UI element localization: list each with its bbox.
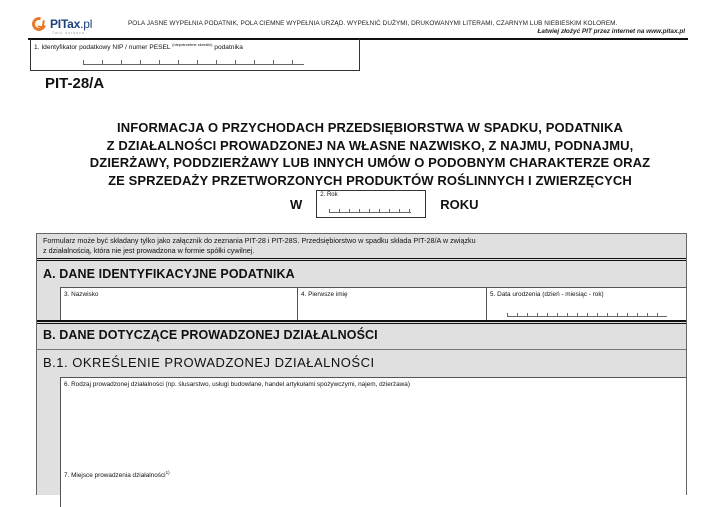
logo-text: [50, 17, 92, 31]
note-line: z działalnością, która nie jest prowadzona w formie spółki cywilnej.: [43, 246, 255, 255]
nip-label-end: podatnika: [214, 44, 243, 51]
business-location-label-text: 7. Miejsce prowadzenia działalności: [64, 472, 166, 480]
section-b1-heading: B.1. OKREŚLENIE PROWADZONEJ DZIAŁALNOŚCI: [43, 355, 375, 370]
business-type-label: 6. Rodzaj prowadzonej działalności (np. ślusarstwo, usługi budowlane, handel artykułami spożywczymi, najem, dzierżawa): [64, 381, 410, 388]
business-location-label: [64, 470, 170, 479]
title-line: DZIERŻAWY, PODDZIERŻAWY LUB INNYCH UMÓW O PODOBNYM CHARAKTERZE ORAZ: [89, 155, 651, 170]
section-b: [37, 325, 686, 350]
section-divider: [37, 320, 686, 324]
logo-tagline: Twój doradca: [52, 31, 85, 35]
footnote-ref: 1): [165, 470, 170, 475]
form-code: PIT-28/A: [45, 75, 105, 92]
form-note: [37, 234, 686, 261]
title-line: ZE SPRZEDAŻY PRZETWORZONYCH PRODUKTÓW ROŚLINNYCH I ZWIERZĘCYCH: [108, 172, 632, 188]
note-line: Formularz może być składany tylko jako załącznik do zeznania PIT-28 i PIT-28S. Przedsiębiorstwo w spadku składa PIT-28/A w związku: [43, 236, 476, 245]
birth-date-label: 5. Data urodzenia (dzień - miesiąc - rok): [490, 291, 604, 298]
pitax-logo-icon: [29, 14, 48, 33]
fill-instructions: POLA JASNE WYPEŁNIA PODATNIK, POLA CIEMNE WYPEŁNIA URZĄD. WYPEŁNIĆ DUŻYMI, DRUKOWANYMI LITERAMI, CZARNYM LUB NIEBIESKIM KOLOREM.: [128, 20, 618, 27]
form-title: [60, 119, 680, 189]
logo-brand: PITax: [50, 17, 81, 31]
birth-date-field[interactable]: [487, 288, 686, 321]
year-field[interactable]: [316, 190, 426, 218]
nip-pesel-label: [34, 42, 243, 51]
title-line: INFORMACJA O PRZYCHODACH PRZEDSIĘBIORSTWA W SPADKU, PODATNIKA: [117, 120, 623, 135]
surname-label: 3. Nazwisko: [64, 291, 99, 298]
year-suffix: ROKU: [440, 196, 479, 212]
section-a: [37, 264, 686, 321]
year-prefix: W: [290, 196, 303, 212]
surname-field[interactable]: [61, 288, 298, 321]
section-a-heading: A. DANE IDENTYFIKACYJNE PODATNIKA: [43, 267, 295, 281]
promo-text: Łatwiej złożyć PIT przez internet na www.pitax.pl: [537, 28, 685, 35]
business-type-field[interactable]: [60, 377, 686, 468]
business-location-field[interactable]: [60, 467, 686, 507]
logo-suffix: .pl: [80, 17, 93, 31]
title-line: Z DZIAŁALNOŚCI PROWADZONEJ NA WŁASNE NAZWISKO, Z NAJMU, PODNAJMU,: [106, 137, 634, 153]
year-row: [290, 190, 479, 218]
section-a-fields: [60, 287, 686, 321]
pitax-logo: [32, 17, 92, 31]
year-label: 2. Rok: [320, 192, 338, 198]
section-b-heading: B. DANE DOTYCZĄCE PROWADZONEJ DZIAŁALNOŚCI: [43, 328, 378, 342]
nip-label-main: 1. Identyfikator podatkowy NIP / numer PESEL: [34, 44, 171, 51]
section-b1: [37, 350, 686, 376]
year-digit-ticks: [329, 209, 411, 213]
first-name-label: 4. Pierwsze imię: [301, 291, 348, 298]
nip-pesel-field[interactable]: [30, 39, 360, 71]
nip-label-sup: (niepotrzebne skreślić): [172, 42, 213, 47]
nip-digit-ticks: [83, 60, 304, 65]
form-body: [36, 233, 687, 495]
birth-date-ticks: [507, 313, 667, 317]
first-name-field[interactable]: [298, 288, 487, 321]
